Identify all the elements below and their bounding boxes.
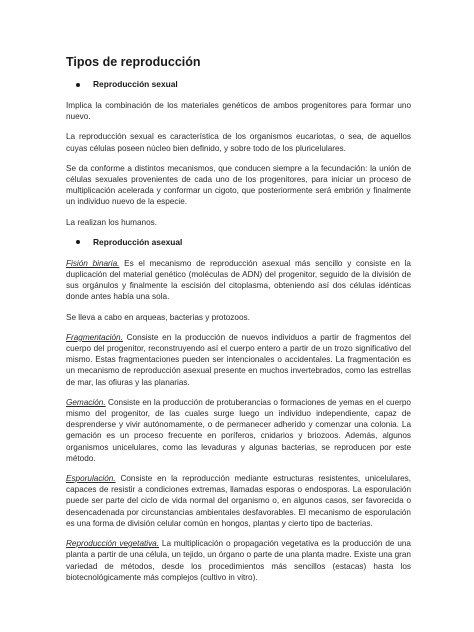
term-fragmentacion: Fragmentación. [66, 332, 123, 342]
term-esporulacion: Esporulación. [66, 474, 116, 484]
paragraph: Implica la combinación de los materiales genéticos de ambos progenitores para formar uno nuevo. [66, 101, 411, 122]
section-heading-asexual [76, 237, 411, 248]
definition-text: Consiste en la producción de nuevos individuos a partir de fragmentos del cuerpo del progenitor, reconstruyendo así el cuerpo entero a partir de un trozo significativo del mismo. Estas fragmentaciones pueden ser intencionales o accidentales. La fragmentación es un mecanismo de reproducción asexual presente en muchos invertebrados, como las estrellas de mar, las ofiuras y las planarias. [66, 332, 411, 387]
page-title: Tipos de reproducción [66, 55, 201, 69]
paragraph-fision-binaria [66, 258, 411, 303]
paragraph-esporulacion [66, 473, 411, 529]
paragraph: La reproducción sexual es característica de los organismos eucariotas, o sea, de aquellos cuyas células poseen núcleo bien definido, y sobre todo de los pluricelulares. [66, 132, 411, 153]
paragraph: Se lleva a cabo en arqueas, bacterias y protozoos. [66, 312, 250, 322]
paragraph-fragmentacion [66, 332, 411, 388]
section-heading-sexual [76, 79, 411, 90]
paragraph: La realizan los humanos. [66, 217, 158, 227]
paragraph: Se da conforme a distintos mecanismos, que conducen siempre a la fecundación: la unión de células sexuales provenientes de cada uno de los progenitores, para iniciar un proceso de multiplicación acelerada y conformar un cigoto, que posteriormente será embrión y finalmente un individuo nuevo de la especie. [66, 163, 411, 207]
definition-text: Es el mecanismo de reproducción asexual más sencillo y consiste en la duplicación del material genético (moléculas de ADN) del progenitor, seguido de la división de sus orgánulos y finalmente la escisión del citoplasma, obteniendo así dos células idénticas donde antes había una sola. [66, 258, 411, 302]
section-heading-label: Reproducción sexual [93, 79, 178, 89]
term-reproduccion-vegetativa: Reproducción vegetativa. [66, 539, 160, 549]
bullet-icon [76, 240, 80, 244]
definition-text: Consiste en la producción de protuberancias o formaciones de yemas en el cuerpo mismo del progenitor, de las cuales surge luego un individuo independiente, capaz de desprenderse y vivir autónomamente, o de permanecer adherido y comenzar una colonia. La gemación es un proceso frecuente en poríferos, cnidarios y briozoos. Además, algunos organismos unicelulares, como las levaduras y algunas bacterias, se reproducen por este método. [66, 397, 411, 463]
definition-text: La multiplicación o propagación vegetativa es la producción de una planta a partir de una célula, un tejido, un órgano o parte de una planta madre. Existe una gran variedad de métodos, desde los procedimientos más sencillos (estacas) hasta los biotecnológicamente más complejos (cultivo in vitro). [66, 539, 411, 582]
term-gemacion: Gemación. [66, 397, 106, 407]
document-body [66, 79, 411, 592]
term-fision-binaria: Fisión binaria. [66, 258, 120, 268]
paragraph-reproduccion-vegetativa [66, 538, 411, 583]
paragraph-gemacion [66, 397, 411, 464]
bullet-icon [76, 83, 80, 87]
definition-text: Consiste en la reproducción mediante estructuras resistentes, unicelulares, capaces de resistir a condiciones extremas, llamadas esporas o endosporas. La esporulación puede ser parte del ciclo de vida normal del organismo o, en algunos casos, ser favorecida o desencadenada por circunstancias ambientales desfavorables. El mecanismo de esporulación es una forma de división celular común en hongos, plantas y cierto tipo de bacterias. [66, 474, 411, 528]
section-heading-label: Reproducción asexual [93, 236, 183, 247]
